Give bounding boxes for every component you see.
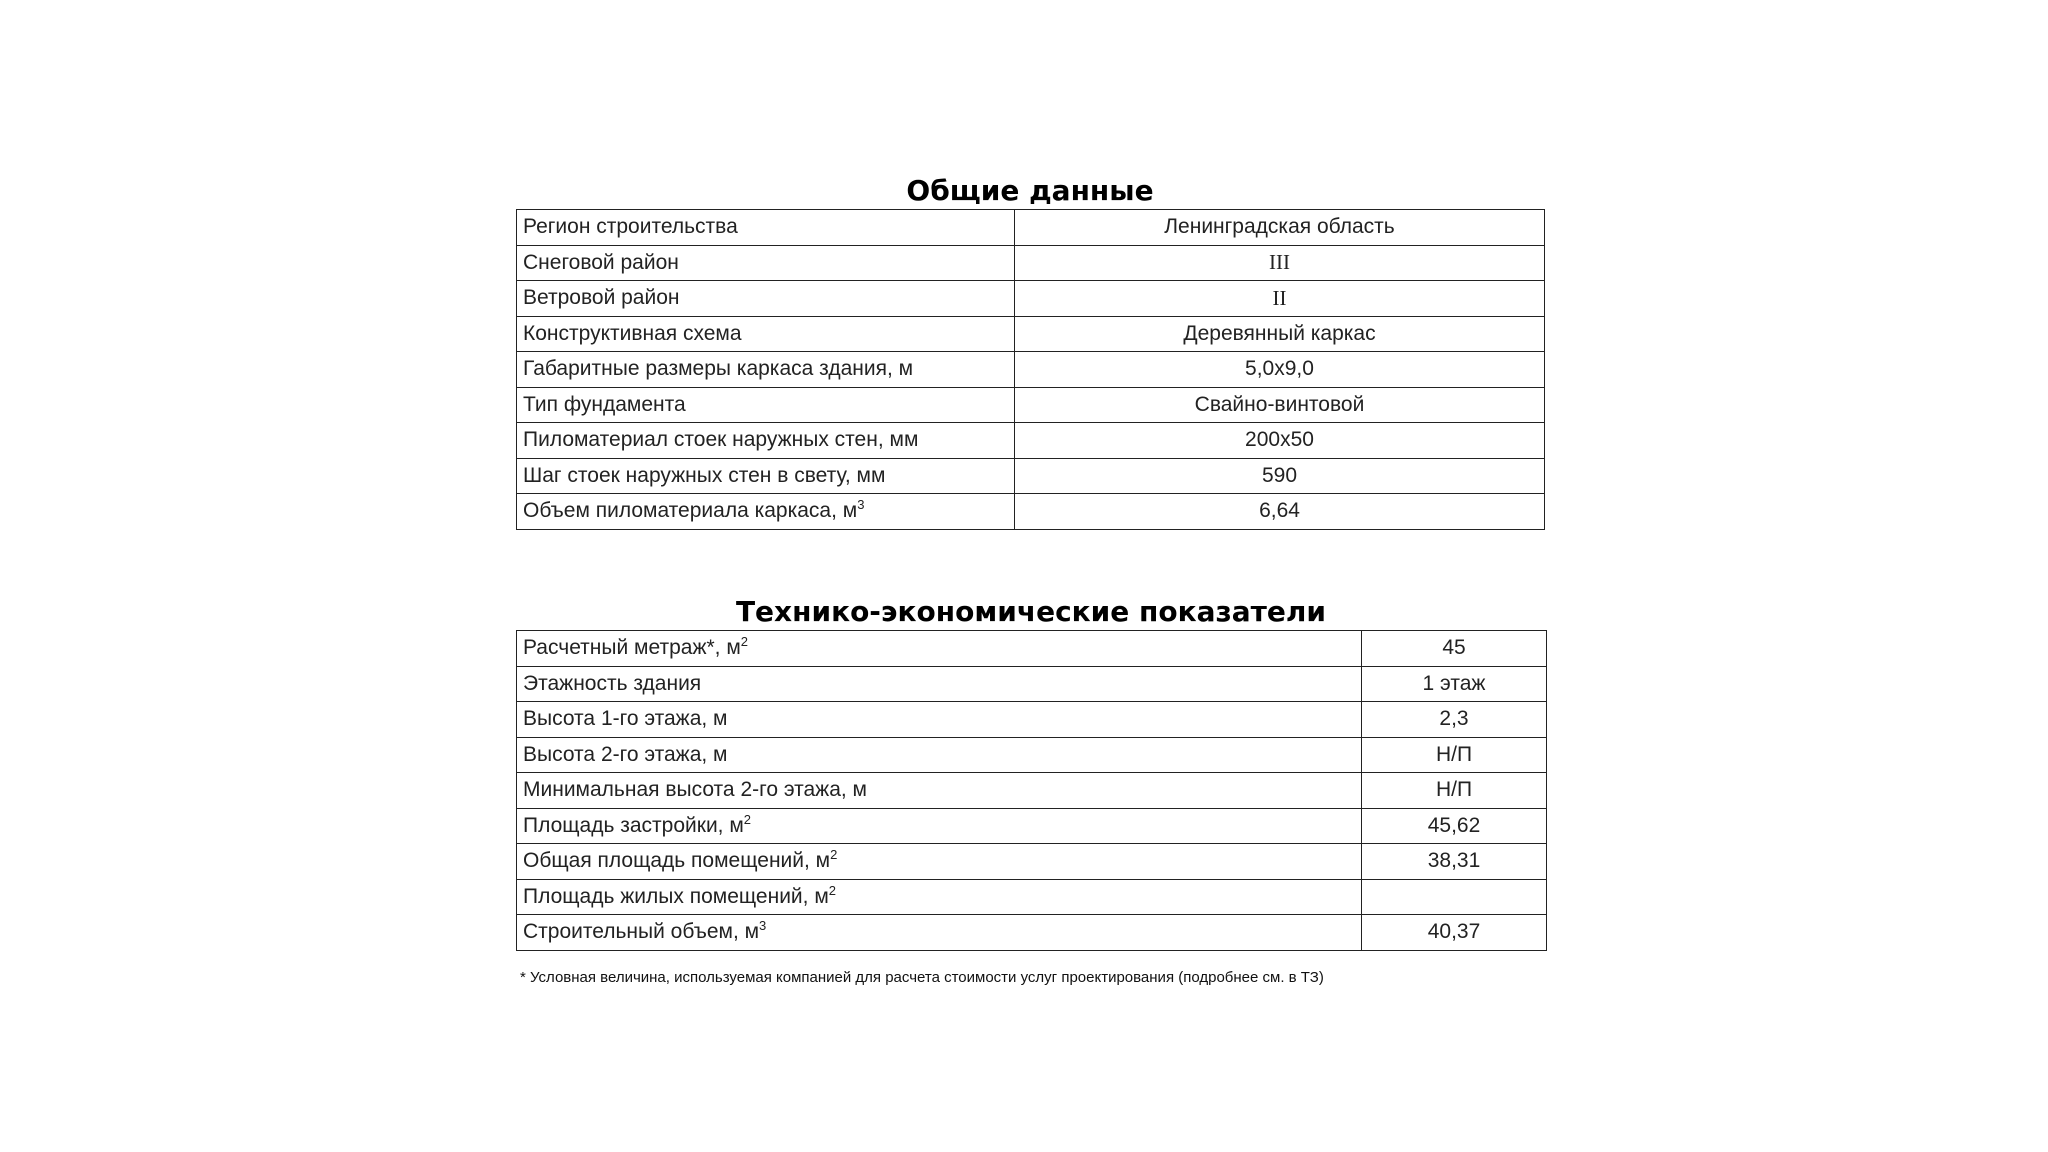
general-data-table — [516, 209, 1545, 530]
table-row — [517, 387, 1545, 423]
row-label: Минимальная высота 2-го этажа, м — [517, 773, 1362, 809]
table-row — [517, 494, 1545, 530]
row-label: Снеговой район — [517, 245, 1015, 281]
row-label: Этажность здания — [517, 666, 1362, 702]
row-value: 38,31 — [1362, 844, 1547, 880]
row-value: Свайно-винтовой — [1015, 387, 1545, 423]
row-label: Ветровой район — [517, 281, 1015, 317]
row-label: Пиломатериал стоек наружных стен, мм — [517, 423, 1015, 459]
table-row — [517, 879, 1547, 915]
tech-indicators-title: Технико-экономические показатели — [735, 595, 1327, 628]
row-label: Объем пиломатериала каркаса, $м^3$ — [517, 494, 1015, 530]
table-row — [517, 808, 1547, 844]
table-row — [517, 352, 1545, 388]
general-data-title: Общие данные — [906, 174, 1154, 207]
row-value: Ленинградская область — [1015, 210, 1545, 246]
row-label: Шаг стоек наружных стен в свету, мм — [517, 458, 1015, 494]
row-label: Тип фундамента — [517, 387, 1015, 423]
tech-indicators-section — [516, 594, 1546, 951]
row-value: Н/П — [1362, 737, 1547, 773]
row-label: Высота 2-го этажа, м — [517, 737, 1362, 773]
row-value: III — [1015, 245, 1545, 281]
row-value: 590 — [1015, 458, 1545, 494]
general-data-section — [516, 173, 1544, 530]
row-value: 5,0x9,0 — [1015, 352, 1545, 388]
row-label: Расчетный метраж*, $м^2$ — [517, 631, 1362, 667]
table-row — [517, 915, 1547, 951]
table-row — [517, 210, 1545, 246]
row-label: Общая площадь помещений, $м^2$ — [517, 844, 1362, 880]
row-value: II — [1015, 281, 1545, 317]
row-value: 1 этаж — [1362, 666, 1547, 702]
table-row — [517, 631, 1547, 667]
table-row — [517, 737, 1547, 773]
row-value — [1362, 879, 1547, 915]
row-value: 45 — [1362, 631, 1547, 667]
table-row — [517, 245, 1545, 281]
table-row — [517, 702, 1547, 738]
row-value: 40,37 — [1362, 915, 1547, 951]
row-label: Габаритные размеры каркаса здания, м — [517, 352, 1015, 388]
row-label: Конструктивная схема — [517, 316, 1015, 352]
table-row — [517, 773, 1547, 809]
row-value: 200x50 — [1015, 423, 1545, 459]
table-row — [517, 281, 1545, 317]
row-value: Деревянный каркас — [1015, 316, 1545, 352]
table-row — [517, 458, 1545, 494]
row-value: Н/П — [1362, 773, 1547, 809]
row-value: 45,62 — [1362, 808, 1547, 844]
row-value: 6,64 — [1015, 494, 1545, 530]
row-label: Площадь застройки, $м^2$ — [517, 808, 1362, 844]
row-label: Площадь жилых помещений, $м^2$ — [517, 879, 1362, 915]
row-label: Высота 1-го этажа, м — [517, 702, 1362, 738]
table-row — [517, 316, 1545, 352]
table-row — [517, 666, 1547, 702]
footnote: * Условная величина, используемая компанией для расчета стоимости услуг проектирования (подробнее см. в ТЗ) — [520, 969, 1324, 986]
table-row — [517, 423, 1545, 459]
row-value: 2,3 — [1362, 702, 1547, 738]
row-label: Строительный объем, $м^3$ — [517, 915, 1362, 951]
tech-indicators-table — [516, 630, 1547, 951]
table-row — [517, 844, 1547, 880]
row-label: Регион строительства — [517, 210, 1015, 246]
